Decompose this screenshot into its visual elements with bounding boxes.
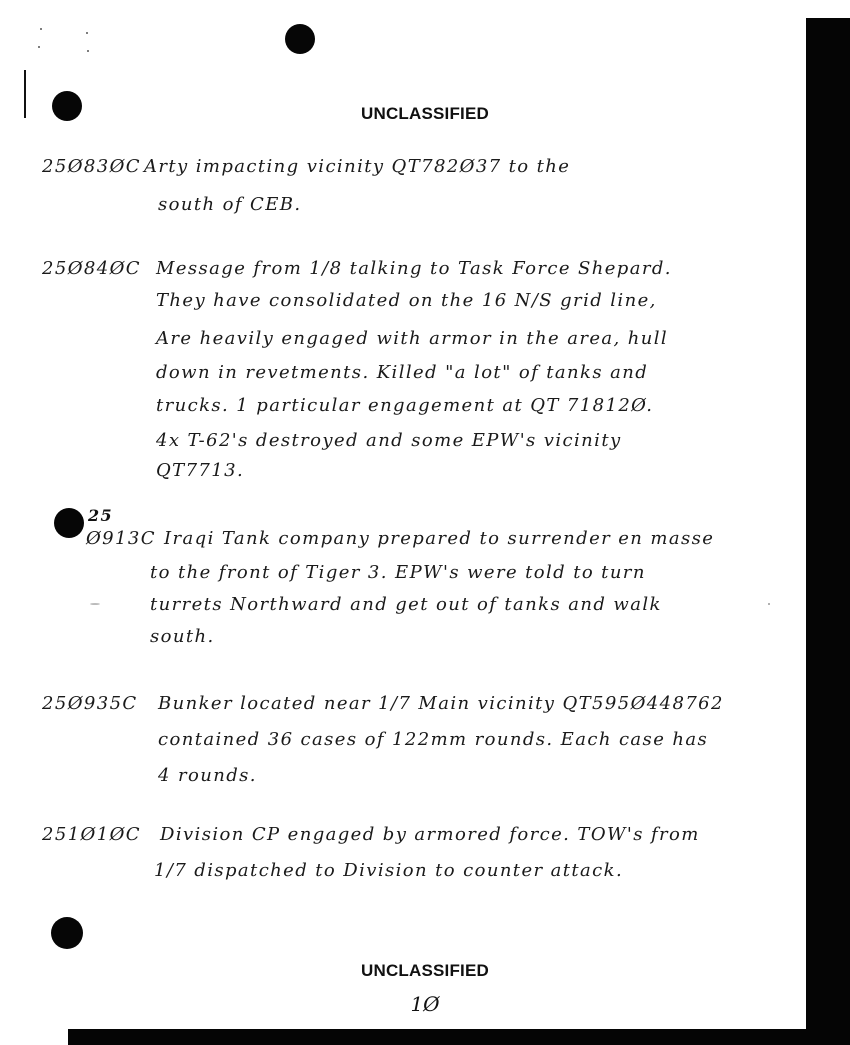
header-classification: UNCLASSIFIED bbox=[360, 104, 490, 123]
entry-line: trucks. 1 particular engagement at QT 71812Ø. bbox=[156, 395, 654, 416]
scan-speck bbox=[40, 28, 42, 30]
entry-line: They have consolidated on the 16 N/S grid line, bbox=[156, 290, 657, 311]
scan-speck bbox=[90, 603, 100, 605]
entry-dtg-prefix: 25 bbox=[88, 506, 114, 525]
entry-dtg: 25Ø83ØC bbox=[42, 156, 141, 177]
entry-line: Bunker located near 1/7 Main vicinity QT595Ø448762 bbox=[158, 693, 724, 714]
footer-classification: UNCLASSIFIED bbox=[360, 961, 490, 980]
entry-line: Iraqi Tank company prepared to surrender en masse bbox=[164, 528, 715, 549]
entry-line: south of CEB. bbox=[158, 194, 302, 215]
entry-line: 4x T-62's destroyed and some EPW's vicinity bbox=[156, 430, 622, 451]
scan-edge-bottom bbox=[68, 1029, 850, 1045]
punch-hole-top-center bbox=[285, 24, 315, 54]
scan-edge-right bbox=[806, 18, 850, 1045]
scan-speck bbox=[87, 50, 89, 52]
entry-dtg: 25Ø935C bbox=[42, 693, 138, 714]
entry-line: Division CP engaged by armored force. TOW's from bbox=[160, 824, 700, 845]
entry-line: 1/7 dispatched to Division to counter attack. bbox=[154, 860, 624, 881]
scan-speck bbox=[38, 46, 40, 48]
entry-line: turrets Northward and get out of tanks and walk bbox=[150, 594, 662, 615]
entry-line: 4 rounds. bbox=[158, 765, 257, 786]
page-number: 1Ø bbox=[410, 992, 440, 1016]
entry-dtg: Ø913C bbox=[86, 528, 156, 549]
entry-line: south. bbox=[150, 626, 215, 647]
scan-speck bbox=[86, 32, 88, 34]
entry-dtg: 251Ø1ØC bbox=[42, 824, 141, 845]
entry-dtg: 25Ø84ØC bbox=[42, 258, 141, 279]
entry-line: Message from 1/8 talking to Task Force Shepard. bbox=[156, 258, 672, 279]
entry-line: down in revetments. Killed "a lot" of tanks and bbox=[156, 362, 649, 383]
entry-line: to the front of Tiger 3. EPW's were told to turn bbox=[150, 562, 646, 583]
scan-speck bbox=[768, 603, 770, 605]
entry-line: contained 36 cases of 122mm rounds. Each case has bbox=[158, 729, 709, 750]
entry-line: QT7713. bbox=[156, 460, 245, 481]
entry-line: Arty impacting vicinity QT782Ø37 to the bbox=[144, 156, 571, 177]
punch-hole-middle-left bbox=[54, 508, 84, 538]
entry-line: Are heavily engaged with armor in the area, hull bbox=[156, 328, 669, 349]
punch-hole-bottom-left bbox=[51, 917, 83, 949]
